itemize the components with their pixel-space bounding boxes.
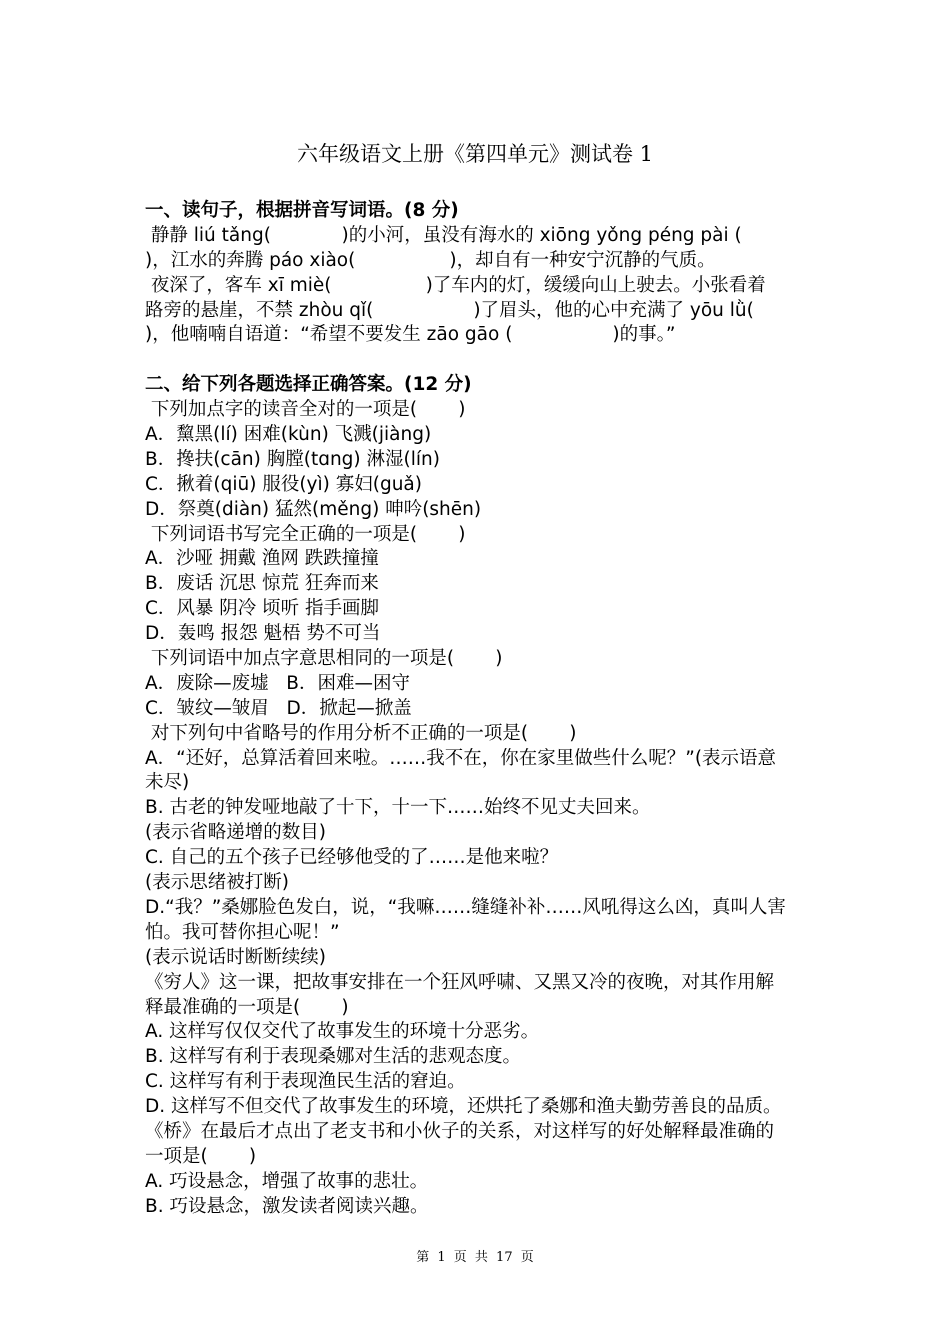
text-line: A. 巧设悬念，增强了故事的悲壮。 xyxy=(145,1170,429,1192)
text-line: D. 这样写不但交代了故事发生的环境，还烘托了桑娜和渔夫勤劳善良的品质。 xyxy=(145,1096,782,1118)
text-line: C．皱纹—皱眉 D．掀起—掀盖 xyxy=(145,697,412,719)
text-line: A．废除—废墟 B．困难—困守 xyxy=(145,672,410,694)
text-line: B. 这样写有利于表现桑娜对生活的悲观态度。 xyxy=(145,1046,521,1068)
text-line: )，江水的奔腾 páo xiào( )，却自有一种安宁沉静的气质。 xyxy=(145,249,716,271)
text-line: A．“还好，总算活着回来啦。……我不在，你在家里做些什么呢？”(表示语意 xyxy=(145,747,777,769)
text-line: B. 巧设悬念，激发读者阅读兴趣。 xyxy=(145,1195,429,1217)
section-2-lines xyxy=(145,398,825,1219)
text-line: 《穷人》这一课，把故事安排在一个狂风呼啸、又黑又冷的夜晚，对其作用解 xyxy=(145,971,775,993)
document-title: 六年级语文上册《第四单元》测试卷 1 xyxy=(296,142,654,166)
text-line: C. 自己的五个孩子已经够他受的了……是他来啦？ xyxy=(145,847,559,869)
text-line: A．沙哑 拥戴 渔网 跌跌撞撞 xyxy=(145,548,379,570)
text-line: )，他喃喃自语道：“希望不要发生 zāo gāo ( )的事。” xyxy=(145,324,676,346)
text-line: 对下列句中省略号的作用分析不正确的一项是( ) xyxy=(145,722,577,744)
text-line: C．揪着(qiū) 服役(yì) 寡妇(guǎ) xyxy=(145,473,422,495)
text-line: 怕。我可替你担心呢！” xyxy=(145,921,340,943)
text-line: 夜深了，客车 xī miè( )了车内的灯，缓缓向山上驶去。小张看着 xyxy=(145,274,766,296)
text-line: (表示省略递增的数目) xyxy=(145,822,326,844)
section-2-heading: 二、给下列各题选择正确答案。(12 分) xyxy=(145,374,472,396)
text-line: 下列词语书写完全正确的一项是( ) xyxy=(145,523,466,545)
text-line: B．搀扶(cān) 胸膛(tɑng) 淋湿(lín) xyxy=(145,448,440,470)
text-line: C．风暴 阴冷 顷听 指手画脚 xyxy=(145,598,380,620)
section-1-heading: 一、读句子，根据拼音写词语。(8 分) xyxy=(145,200,459,221)
text-line: D．祭奠(diàn) 猛然(měng) 呻吟(shēn) xyxy=(145,498,482,520)
text-line: 一项是( ) xyxy=(145,1145,257,1167)
text-line: C. 这样写有利于表现渔民生活的窘迫。 xyxy=(145,1071,466,1093)
text-line: 静静 liú tǎng( )的小河，虽没有海水的 xiōng yǒng péng pài ( xyxy=(145,224,742,246)
text-line: D．轰鸣 报怨 魁梧 势不可当 xyxy=(145,623,381,645)
section-gap xyxy=(145,348,825,373)
text-line: B．废话 沉思 惊荒 狂奔而来 xyxy=(145,573,379,595)
text-line: B. 古老的钟发哑地敲了十下，十一下……始终不见丈夫回来。 xyxy=(145,797,651,819)
text-line: 《桥》在最后才点出了老支书和小伙子的关系，对这样写的好处解释最准确的 xyxy=(145,1120,775,1142)
text-line: (表示说话时断断续续) xyxy=(145,946,326,968)
text-line: 释最准确的一项是( ) xyxy=(145,996,349,1018)
text-line: 下列词语中加点字意思相同的一项是( ) xyxy=(145,648,503,670)
text-line: 路旁的悬崖，不禁 zhòu qǐ( )了眉头，他的心中充满了 yōu lǜ( xyxy=(145,299,754,321)
page-footer: 第 1 页 共 17 页 xyxy=(416,1250,534,1265)
text-line: 未尽) xyxy=(145,772,190,794)
text-line: D.“我？”桑娜脸色发白，说，“我嘛……缝缝补补……风吼得这么凶，真叫人害 xyxy=(145,896,786,918)
text-line: (表示思绪被打断) xyxy=(145,872,289,894)
text-line: A．黧黑(lí) 困难(kùn) 飞溅(jiàng) xyxy=(145,424,432,446)
section-1-lines xyxy=(145,224,825,348)
text-line: 下列加点字的读音全对的一项是( ) xyxy=(145,399,466,421)
text-line: A. 这样写仅仅交代了故事发生的环境十分恶劣。 xyxy=(145,1021,540,1043)
document-body xyxy=(145,199,825,1220)
